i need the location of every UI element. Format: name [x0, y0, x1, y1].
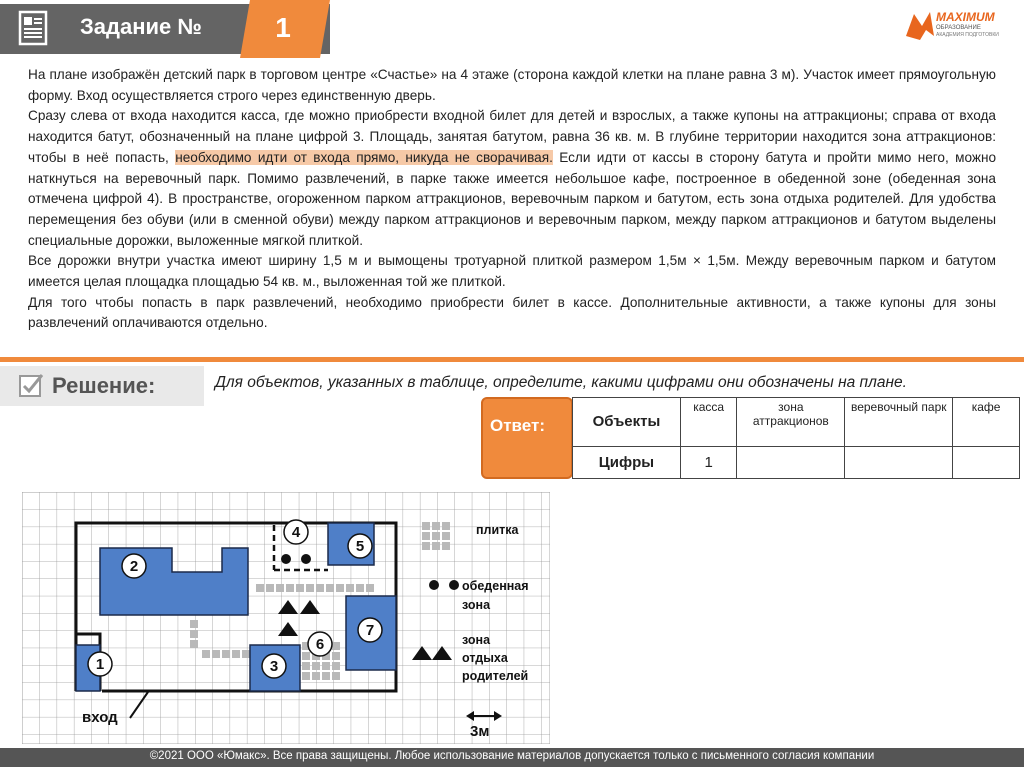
digits-header: Цифры [573, 446, 681, 478]
slide-header [0, 0, 1024, 58]
object-cell: веревочный парк [845, 398, 953, 447]
label-1: 1 [95, 656, 105, 673]
task-paragraph-2-start: Сразу слева от входа находится касса, где можно приобрести входной билет для детей и взрослых, а также купоны на аттракционы; справа от входа находится батут, обозначенный на плане цифрой 3. Площадь, занятая батутом, равна 36 кв. м. В глубине территории находится зона аттракционов: чтобы в неё попасть, [28, 108, 996, 165]
section-divider [0, 357, 1024, 362]
legend-rest-3: родителей [462, 669, 529, 683]
legend-rest-1: зона [462, 633, 491, 647]
task-paragraph-1: На плане изображён детский парк в торговом центре «Счастье» на 4 этаже (сторона каждой клетки на плане равна 3 м). Участок имеет прямоугольную форму. Вход осуществляется строго через единственную дверь. [28, 67, 996, 103]
digits-row [573, 446, 1020, 478]
digit-cell[interactable] [953, 446, 1020, 478]
label-7: 7 [365, 622, 375, 639]
objects-row [573, 398, 1020, 447]
legend-tile: плитка [476, 523, 519, 537]
objects-header: Объекты [573, 398, 681, 447]
legend-dining-1: обеденная [462, 579, 529, 593]
task-paragraph-2 [28, 106, 996, 251]
legend-dining-2: зона [462, 598, 491, 612]
task-description [28, 65, 996, 334]
solution-instruction: Для объектов, указанных в таблице, определите, какими цифрами они обозначены на плане. [215, 374, 907, 391]
solution-label: Решение: [52, 373, 156, 398]
legend-rest-2: отдыха [462, 651, 508, 665]
scale-label: 3м [470, 723, 490, 740]
label-4: 4 [291, 524, 301, 541]
header-title: Задание № [80, 14, 202, 39]
answer-table [572, 397, 1020, 479]
park-plan [22, 492, 550, 744]
task-paragraph-3: Все дорожки внутри участка имеют ширину 1,5 м и вымощены тротуарной плиткой размером 1,5м × 1,5м. Между веревочным парком и батутом имеется целая площадка площадью 54 кв. м., выложенная той же плиткой. [28, 253, 996, 290]
label-5: 5 [355, 538, 365, 555]
digit-cell[interactable]: 1 [680, 446, 737, 478]
copyright-text: ©2021 ООО «Юмакс». Все права защищены. Любое использование материалов допускается только с письменного согласия компании [149, 750, 875, 762]
object-cell: зона аттракционов [737, 398, 845, 447]
object-cell: касса [680, 398, 737, 447]
task-number: 1 [275, 12, 291, 43]
logo-subtitle: ОБРАЗОВАНИЕ [936, 25, 981, 31]
object-cell: кафе [953, 398, 1020, 447]
label-3: 3 [269, 658, 279, 675]
label-2: 2 [129, 558, 139, 575]
entrance-label: вход [82, 709, 118, 726]
checkbox-icon [18, 372, 44, 398]
digit-cell[interactable] [737, 446, 845, 478]
answer-label: Ответ: [490, 416, 545, 435]
task-paragraph-4: Для того чтобы попасть в парк развлечений, необходимо приобрести билет в кассе. Дополнительные активности, а также купоны для зоны развлечений оплачиваются отдельно. [28, 294, 996, 331]
highlighted-text: необходимо идти от входа прямо, никуда не сворачивая. [175, 149, 553, 165]
task-paragraph-2-end: Если идти от кассы в сторону батута и пройти мимо него, можно наткнуться на веревочный парк. Помимо развлечений, в парке также имеется небольшое кафе, построенное в обеденной зоне (обеденная зона отмечена цифрой 4). В пространстве, огороженном парком аттракционов, веревочным парком и батутом, есть зона отдыха родителей. Для удобства перемещения без обуви (или в сменной обуви) между парком аттракционов и веревочным парком, между парком аттракционов и батутом выделены специальные дорожки, выложенные мягкой плиткой. [28, 149, 997, 248]
digit-cell[interactable] [845, 446, 953, 478]
document-icon [18, 10, 48, 46]
answer-box [481, 397, 573, 479]
logo-subtitle-2: АКАДЕМИЯ ПОДГОТОВКИ [936, 32, 999, 38]
logo-name: MAXIMUM [936, 10, 995, 24]
label-6: 6 [315, 636, 325, 653]
